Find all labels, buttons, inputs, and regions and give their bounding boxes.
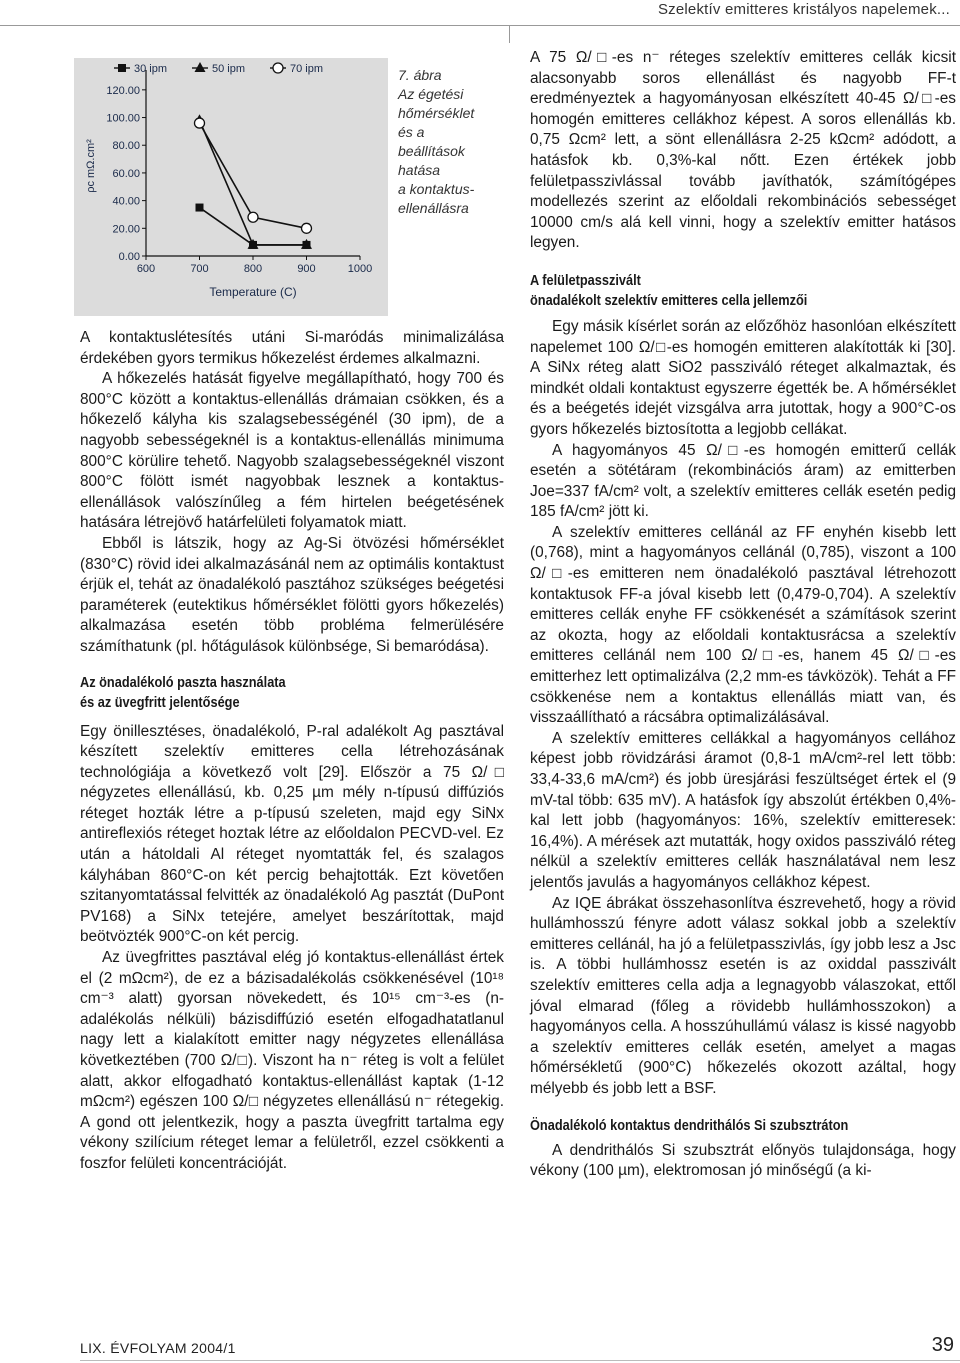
data-point-square [118,64,126,72]
paragraph: A hőkezelés hatását figyelve megállapítható, hogy 700 és 800°C között a kontaktus-ellenállás drámaian csökken, és a hőkezelő kályha kis szalagsebességénél (30 ipm), de a nagyobb sebességeknél is a kontaktus-ellenállás minimuma 800°C körülire tehető. Nagyobb szalagsebességeknél viszont 800°C fölött ismét nagyobbak lesznek a kontaktus-ellenállások valószínűleg a fém hirtelen beégetésének hatására létrejövő határfelületi folyamatok miatt. [80,370,504,532]
data-point-circle [195,118,205,128]
data-point-square [196,204,204,212]
data-point-triangle [195,62,206,72]
paragraph: Ebből is látszik, hogy az Ag-Si ötvözési hőmérséklet (830°C) rövid idei alkalmazásánál nem az optimális kontaktust érjük el, tehát az önadalékoló pasztához szükséges beégetési paraméterek (eutektikus hőmérséklet fölötti gyors hőkezelés) alkalmazása esetén több probléma felmerülésére számíthatunk (pl. hőtágulások különbsége, Si bemaródása). [80,534,504,655]
caption-line: hőmérséklet [398,105,475,121]
paragraph: A hagyományos 45 Ω/□-es homogén emitterű cellák esetén a sötétáram (rekombinációs áram) az emitterben Joe=337 fA/cm² volt, a szelektív emitteres cellák esetén pedig 185 fA/cm² jött ki. [530,441,956,521]
section-heading: Önadalékoló kontaktus dendrithálós Si szubsztráton [530,1117,849,1134]
x-tick-label: 800 [243,263,263,275]
legend-label: 30 ipm [134,63,168,75]
legend-label: 70 ipm [290,63,324,75]
paragraph: Az IQE ábrákat összehasonlítva észrevehető, hogy a rövid hullámhosszú fényre adott válasz sokkal jobb a szelektív emitteres cellánál, ha jó a felületpasszivlás, így jobb lesz a Jsc is. A többi hullámhossz esetén is az oxiddal passzivált szelektív emitteres cella adja a legnagyobb válaszokat, ettől jóval elmarad (főleg a rövidebb hullámhosszokon) a hagyományos cella. A hosszúhullámú válasz is kissé nagyobb a szelektív emitteres cellák esetén, amelyet a magas hőmérsékletű (900°C) hőkezelés okozott azáltal, hogy mélyebb és jobb lett a BSF. [530,894,956,1097]
section-heading: A felületpasszivált [530,272,641,289]
data-point-circle [248,212,258,222]
y-tick-label: 100.00 [106,112,140,125]
y-axis-label: ρc mΩ.cm² [85,139,97,193]
paragraph: A szelektív emitteres cellánál az FF enyhén kisebb lett (0,768), mint a hagyományos cellánál (0,785), viszont a 100 Ω/□-es emitteren nem önadalékoló pasztával létrehozott kontaktusok FF-a jóval kisebb lett (0,479-0,704). A szelektív emitteres cellák enyhe FF csökkenését a számítások szerint az okozta, hogy az előoldali kontaktusrácsa a szelektív emitteres cellánál nem 100 Ω/□-es, hanem 45 Ω/□-es emitterhez lett optimalizálva (2,2 mm-es távközök). Tehát a FF csökkenése nem a kontaktus ellenállás miatt van, és visszaállítható a rácsábra optimalizálásával. [530,523,956,727]
header-rule [0,25,960,26]
x-axis-label: Temperature (C) [209,285,297,299]
legend-label: 50 ipm [212,63,246,75]
series-line [200,120,307,245]
right-column [530,48,956,1182]
paragraph: A kontaktuslétesítés utáni Si-maródás minimalizálása érdekében gyors termikus hőkezelést érdemes alkalmazni. [80,329,504,367]
footer-rule [80,1360,960,1361]
caption-line: hatása [398,162,441,178]
caption-line: a kontaktus- [398,181,475,197]
section-heading: és az üvegfritt jelentősége [80,694,240,711]
section-heading: Az önadalékoló paszta használata [80,674,286,691]
header-column-tick [509,25,510,43]
caption-line: és a [398,124,425,140]
y-tick-label: 60.00 [112,167,140,180]
caption-line: ellenállásra [398,200,469,216]
y-tick-label: 80.00 [112,140,140,153]
figure-caption [398,66,502,218]
paragraph: Egy másik kísérlet során az előzőhöz hasonlóan elkészített napelemet 100 Ω/□-es homogén emitteren alakították ki [30]. A SiNx réteg alatt SiO2 passziváló réteget alkalmaztak, és mindkét oldali kontaktust egyszerre égették be. A hőmérséklet és a beégetés idejét vizsgálva arra jutottak, hogy a 900°C-os gyors hőkezelés biztosította a legjobb cellákat. [530,317,956,438]
paragraph: Egy önillesztéses, önadalékoló, P-ral adalékolt Ag pasztával készített szelektív emitteres cella létrehozásának technológiája a következő volt [29]. Először a 75 Ω/□ négyzetes ellenállású, kb. 0,25 µm mély n-típusú diffúziós réteget hozták létre a p-típusú szeleten, majd egy SiNx antireflexiós réteget hoztak létre az előoldalon PECVD-vel. Ez után a hátoldali Al réteget nyomtatták fel, és szalagos kályhában 860°C-on két percig behajtották. Ezt követően szitanyomtatással felvitték az önadalékoló Ag pasztát (DuPont PV168) a SiNx tetejére, amelyet beszárítottak, majd beötvözték 900°C-on két percig. [80,722,504,946]
page-number: 39 [931,1334,954,1356]
paragraph: A szelektív emitteres cellákkal a hagyományos cellához képest jobb rövidzárási áramot (0,8-1 mA/cm²-rel lett több: 33,4-33,6 mA/cm²) és jobb üresjárási feszültséget értek el (9 mV-tal több: 635 mV). A hatásfok így abszolút értékben 0,4%-kal lett jobb (hagyományos: 16%, szelektív emitteresek: 16,4%). A mérések azt mutatták, hogy oxidos passziváló réteg nélkül a szelektív emitteres cellák használatával nem lesz jelentős javulás a hagyományos cellákhoz képest. [530,729,956,891]
data-point-circle [302,223,312,233]
y-tick-label: 40.00 [112,195,140,208]
y-tick-label: 0.00 [118,251,140,263]
running-header [0,0,960,26]
y-tick-label: 120.00 [106,84,140,97]
x-tick-label: 700 [190,263,209,275]
x-tick-label: 600 [136,263,156,275]
paragraph: A dendrithálós Si szubsztrát előnyös tulajdonsága, hogy vékony (100 µm), elektromosan jó minőségű (a ki- [530,1141,956,1180]
caption-line: Az égetési [398,86,464,102]
paragraph: A 75 Ω/□-es n⁻ réteges szelektív emitteres cellák kicsit alacsonyabb soros ellenállást és nagyobb FF-t eredményeztek a hagyományosan elkészített 40-45 Ω/□-es homogén emitteres cellákhoz képest. A soros ellenállás kb. 0,75 Ωcm² lett, a sönt ellenállásra 2-25 kΩcm² adódott, a hatásfok kb. 0,3%-kal nőtt. Ezen értékek jobb felületpasszivlással tovább javíthatók, számítógépes modellezés szerint az előoldali rekombinációs sebességet 10000 cm/s alá kell vinni, hogy a szelektív emitter hatásos legyen. [530,49,956,252]
caption-line: beállítások [398,143,465,159]
left-column [80,328,504,1175]
x-tick-label: 900 [297,263,316,275]
caption-line: 7. ábra [398,67,442,83]
figure-7 [74,58,388,316]
y-tick-label: 20.00 [112,223,140,236]
x-tick-label: 1000 [347,263,373,275]
data-point-circle [273,63,283,73]
journal-issue: LIX. ÉVFOLYAM 2004/1 [80,1340,236,1356]
contact-resistance-chart [74,58,388,316]
section-heading: önadalékolt szelektív emitteres cella jellemzői [530,292,808,309]
paragraph: Az üvegfrittes pasztával elég jó kontaktus-ellenállást értek el (2 mΩcm²), de ez a bázisadalékolás csökkenésével (10¹⁸ cm⁻³ alatt) gyorsan növekedett, és 10¹⁵ cm⁻³-es (n-adalékolás nélküli) bázisdiffúzió esetén elfogadhatatlanul nagy lett a kialakított emitter nagy négyzetes ellenállása következtében (700 Ω/□). Viszont ha n⁻ réteg is volt a felület alatt, akkor elfogadható kontaktus-ellenállást kaptak (1-12 mΩcm²) egészen 100 Ω/□ négyzetes ellenállású n⁻ rétegekig. A gond ott jelentkezik, hogy a paszta üvegfritt tartalma egy vékony szilícium réteget lemar a felületről, ezzel csökkenti a foszfor felületi koncentrációját. [80,949,504,1172]
running-title: Szelektív emitteres kristályos napelemek... [657,1,950,18]
